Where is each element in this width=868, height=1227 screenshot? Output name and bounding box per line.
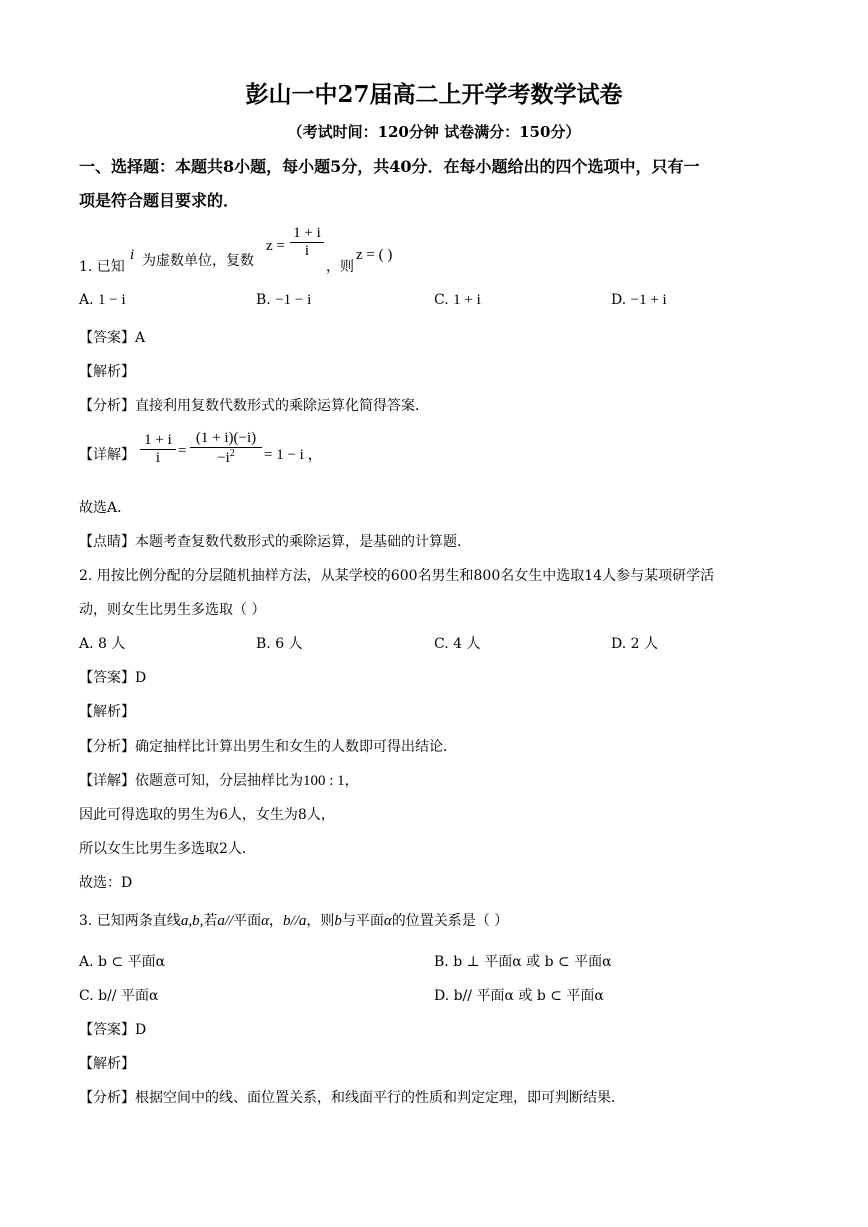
q1-answer: 【答案】A [79,330,146,346]
q1-detail-frac2: (1 + i)(−i) $-i^2$ [190,430,262,467]
q1-opt-a: A. 1 − i [79,292,126,308]
q1-detail-frac1: 1 + i i [140,432,176,467]
q1-frac-den: i [304,243,310,259]
q1-detail-label: 【详解】 [79,447,135,463]
q1-analysis: 【分析】直接利用复数代数形式的乘除运算化简得答案． [79,398,429,414]
q3-analysis: 【分析】根据空间中的线、面位置关系，和线面平行的性质和判定定理，即可判断结果． [79,1090,625,1106]
q1-mid1: 为虚数单位，复数 [142,253,254,269]
q1-detail-eq: = [178,443,187,459]
q2-detail: 【详解】依题意可知，分层抽样比为100 : 1， [79,773,359,789]
q3-opt-d: D. b// 平面α 或 b ⊂ 平面α [434,988,604,1004]
q2-opt-c: C. 4 人 [434,636,481,652]
q1-fraction [290,225,324,260]
q1-prefix: 1. 已知 [79,259,125,275]
q3-opt-a: A. b ⊂ 平面α [79,954,166,970]
q2-line2: 动，则女生比男生多选取（ ） [79,602,266,618]
q1-i-symbol: i [130,247,135,263]
q3-stem: 3. 已知两条直线a,b,若a//平面α，b//a，则b与平面α的位置关系是（ ） [79,913,509,929]
q1-z-eq: z = [266,238,285,254]
q1-opt-d: D. −1 + i [611,292,667,308]
q1-opt-c: C. 1 + i [434,292,481,308]
q2-jiexi: 【解析】 [79,704,135,720]
q2-opt-a: A. 8 人 [79,636,126,652]
q3-opt-c: C. b// 平面α [79,988,159,1004]
q1-comment: 【点睛】本题考查复数代数形式的乘除运算，是基础的计算题． [79,534,471,550]
section-heading-line1: 一、选择题：本题共8小题，每小题5分，共40分．在每小题给出的四个选项中，只有一 [79,157,700,176]
q2-opt-d: D. 2 人 [611,636,658,652]
page-title: 彭山一中27届高二上开学考数学试卷 [245,81,623,108]
q2-line-a: 因此可得选取的男生为6人，女生为8人， [79,807,335,823]
q2-opt-b: B. 6 人 [256,636,303,652]
q1-opt-b: B. −1 − i [256,292,312,308]
q3-answer: 【答案】D [79,1022,147,1038]
q2-line1: 2. 用按比例分配的分层随机抽样方法，从某学校的600名男生和800名女生中选取14人参与某项研学活 [79,568,715,584]
q3-opt-b: B. b ⊥ 平面α 或 b ⊂ 平面α [434,954,612,970]
q1-detail-result: = 1 − i ， [264,447,323,463]
q2-analysis: 【分析】确定抽样比计算出男生和女生的人数即可得出结论． [79,739,457,755]
q1-ask: z = ( ) [356,247,393,263]
exam-info: （考试时间：120分钟 试卷满分：150分） [287,123,581,141]
section-heading-line2: 项是符合题目要求的． [79,191,240,210]
q3-jiexi: 【解析】 [79,1056,135,1072]
q1-frac-num: 1 + i [293,225,321,241]
q2-choose: 故选：D [79,875,133,891]
q2-line-b: 所以女生比男生多选取2人． [79,841,256,857]
q1-mid2: ，则 [326,259,354,275]
q1-choose: 故选A． [79,500,132,516]
q1-jiexi: 【解析】 [79,364,135,380]
q2-answer: 【答案】D [79,670,147,686]
